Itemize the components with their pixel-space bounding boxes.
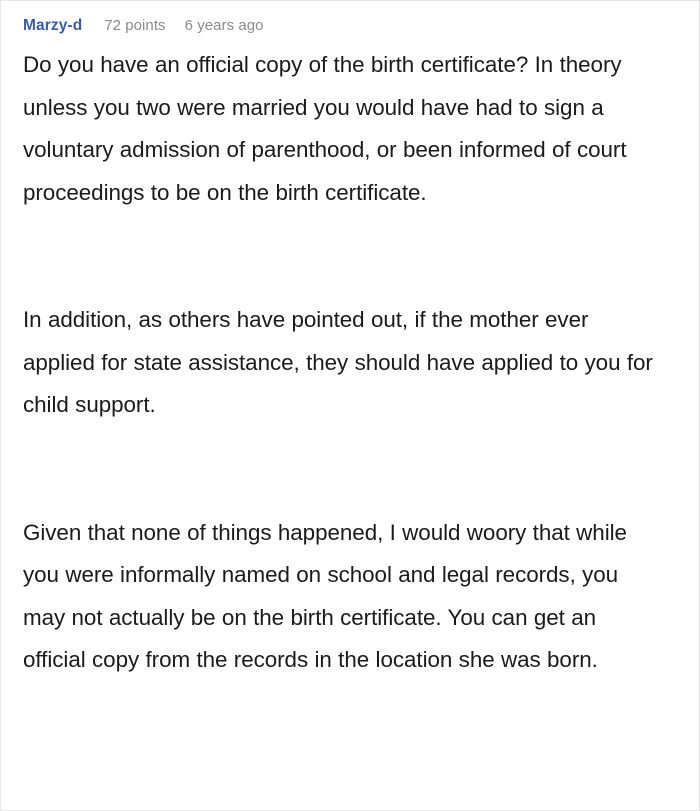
comment-content (1, 1, 699, 682)
comment-timestamp: 6 years ago (184, 17, 264, 34)
comment-header (23, 1, 677, 35)
comment-author[interactable]: Marzy-d (23, 17, 83, 34)
comment-paragraph: Given that none of things happened, I would woory that while you were informally named on school and legal records, you may not actually be on the birth certificate. You can get an official copy from the records in the location she was born. (23, 519, 627, 672)
comment-score: 72 points (104, 17, 166, 34)
comment-paragraph: Do you have an official copy of the birth certificate? In theory unless you two were married you would have had to sign a voluntary admission of parenthood, or been informed of court proceedings to be on the birth certificate. (23, 52, 627, 205)
comment-body (23, 44, 677, 682)
comment-paragraph: In addition, as others have pointed out, if the mother ever applied for state assistance, they should have applied to you for child support. (23, 307, 653, 417)
